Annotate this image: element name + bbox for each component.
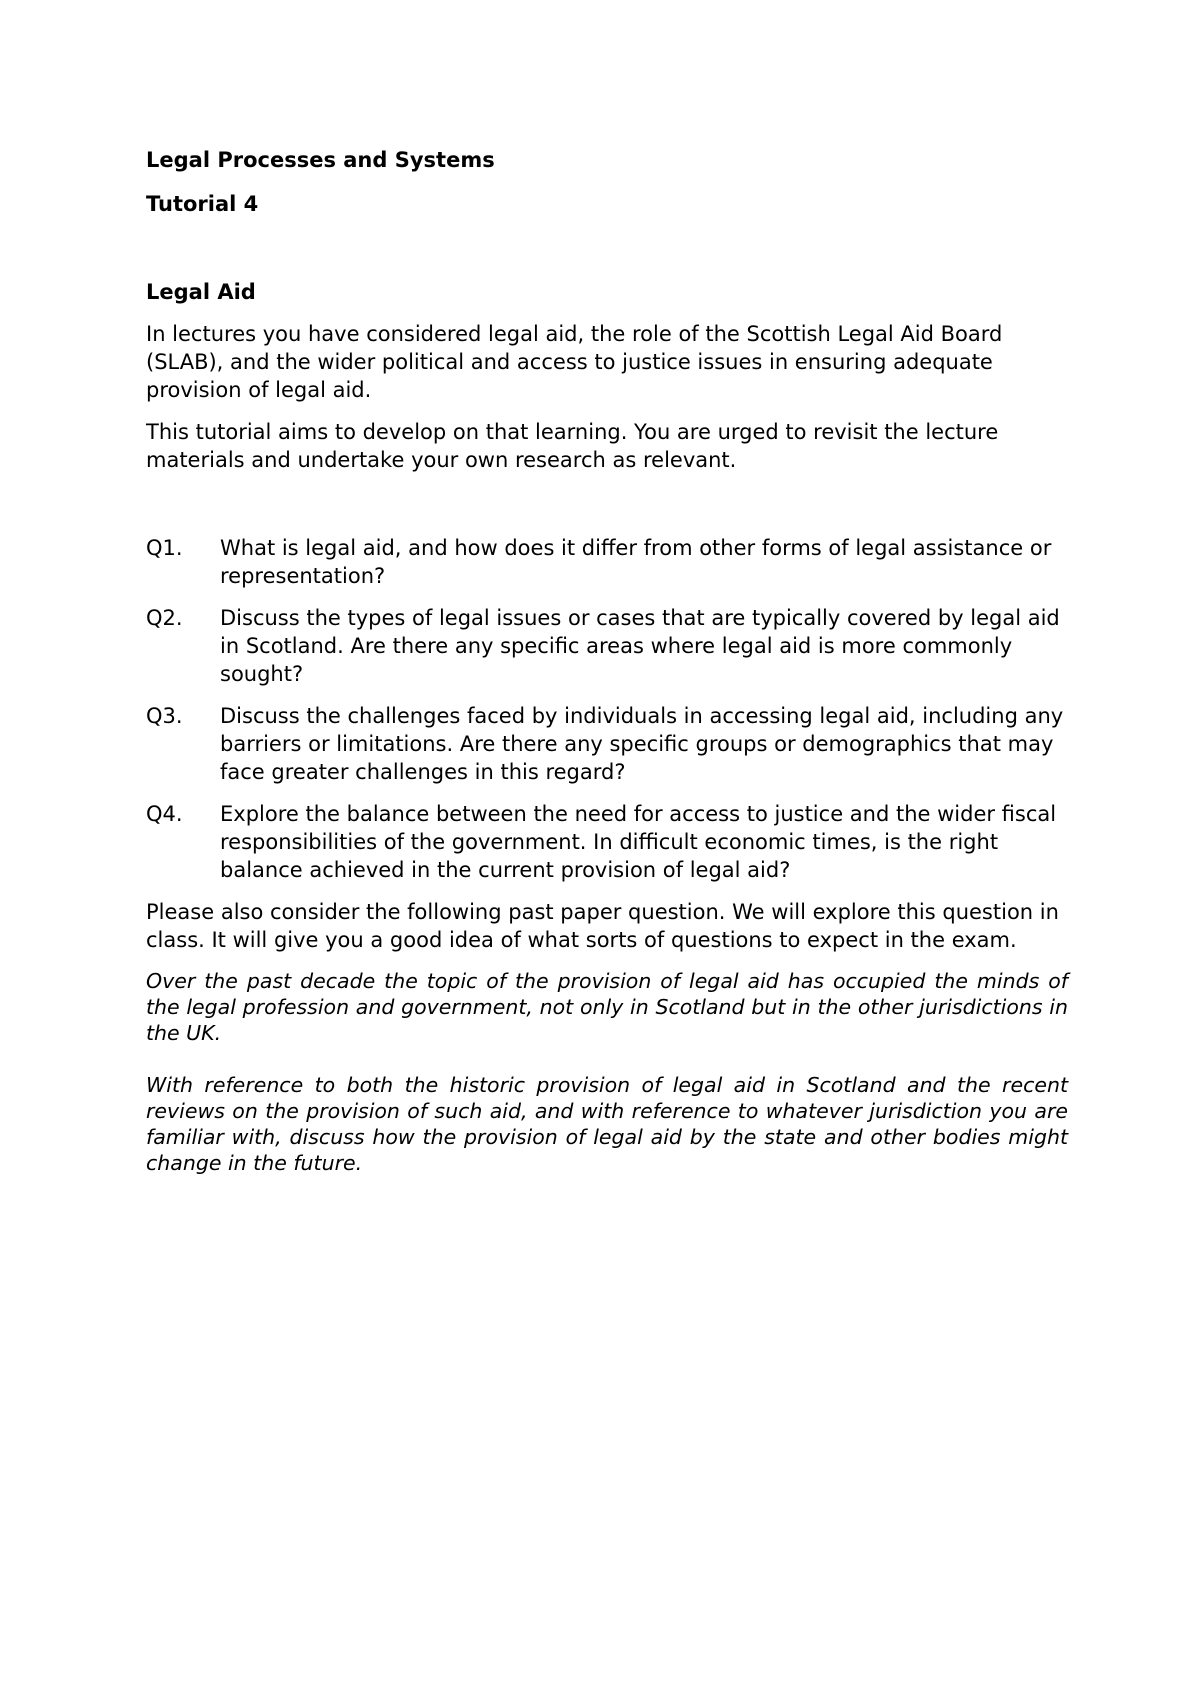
question-number: Q4. (146, 802, 183, 826)
past-paper-intro: Please also consider the following past paper question. We will explore this question in class. It will give you a good idea of what sorts of questions to expect in the exam. (146, 900, 1059, 952)
question-text: What is legal aid, and how does it differ from other forms of legal assistance or representation? (220, 536, 1052, 588)
question-text: Discuss the challenges faced by individuals in accessing legal aid, including any barriers or limitations. Are there any specific groups or demographics that may face greater challenges in this regard? (220, 704, 1064, 784)
question-list (146, 534, 1068, 884)
past-paper-question-paragraph: With reference to both the historic provision of legal aid in Scotland and the recent reviews on the provision of such aid, and with reference to whatever jurisdiction you are familiar with, discuss how the provision of legal aid by the state and other bodies might change in the future. (146, 1073, 1068, 1175)
question-item (146, 800, 1068, 884)
past-paper-question-paragraph: Over the past decade the topic of the provision of legal aid has occupied the minds of the legal profession and government, not only in Scotland but in the other jurisdictions in the UK. (146, 969, 1068, 1045)
question-item (146, 604, 1068, 688)
question-item (146, 702, 1068, 786)
tutorial-number: Tutorial 4 (146, 192, 259, 216)
question-number: Q3. (146, 704, 183, 728)
question-number: Q2. (146, 606, 183, 630)
question-item (146, 534, 1068, 590)
document-page (146, 146, 1068, 1176)
question-text: Discuss the types of legal issues or cases that are typically covered by legal aid in Scotland. Are there any specific areas where legal aid is more commonly sought? (220, 606, 1060, 686)
section-heading: Legal Aid (146, 280, 256, 304)
document-title: Legal Processes and Systems (146, 148, 495, 172)
question-number: Q1. (146, 536, 183, 560)
intro-paragraph: In lectures you have considered legal aid, the role of the Scottish Legal Aid Board (SLAB), and the wider political and access to justice issues in ensuring adequate provision of legal aid. (146, 322, 1003, 402)
question-text: Explore the balance between the need for access to justice and the wider fiscal responsibilities of the government. In difficult economic times, is the right balance achieved in the current provision of legal aid? (220, 802, 1057, 882)
intro-paragraph: This tutorial aims to develop on that learning. You are urged to revisit the lecture materials and undertake your own research as relevant. (146, 420, 999, 472)
